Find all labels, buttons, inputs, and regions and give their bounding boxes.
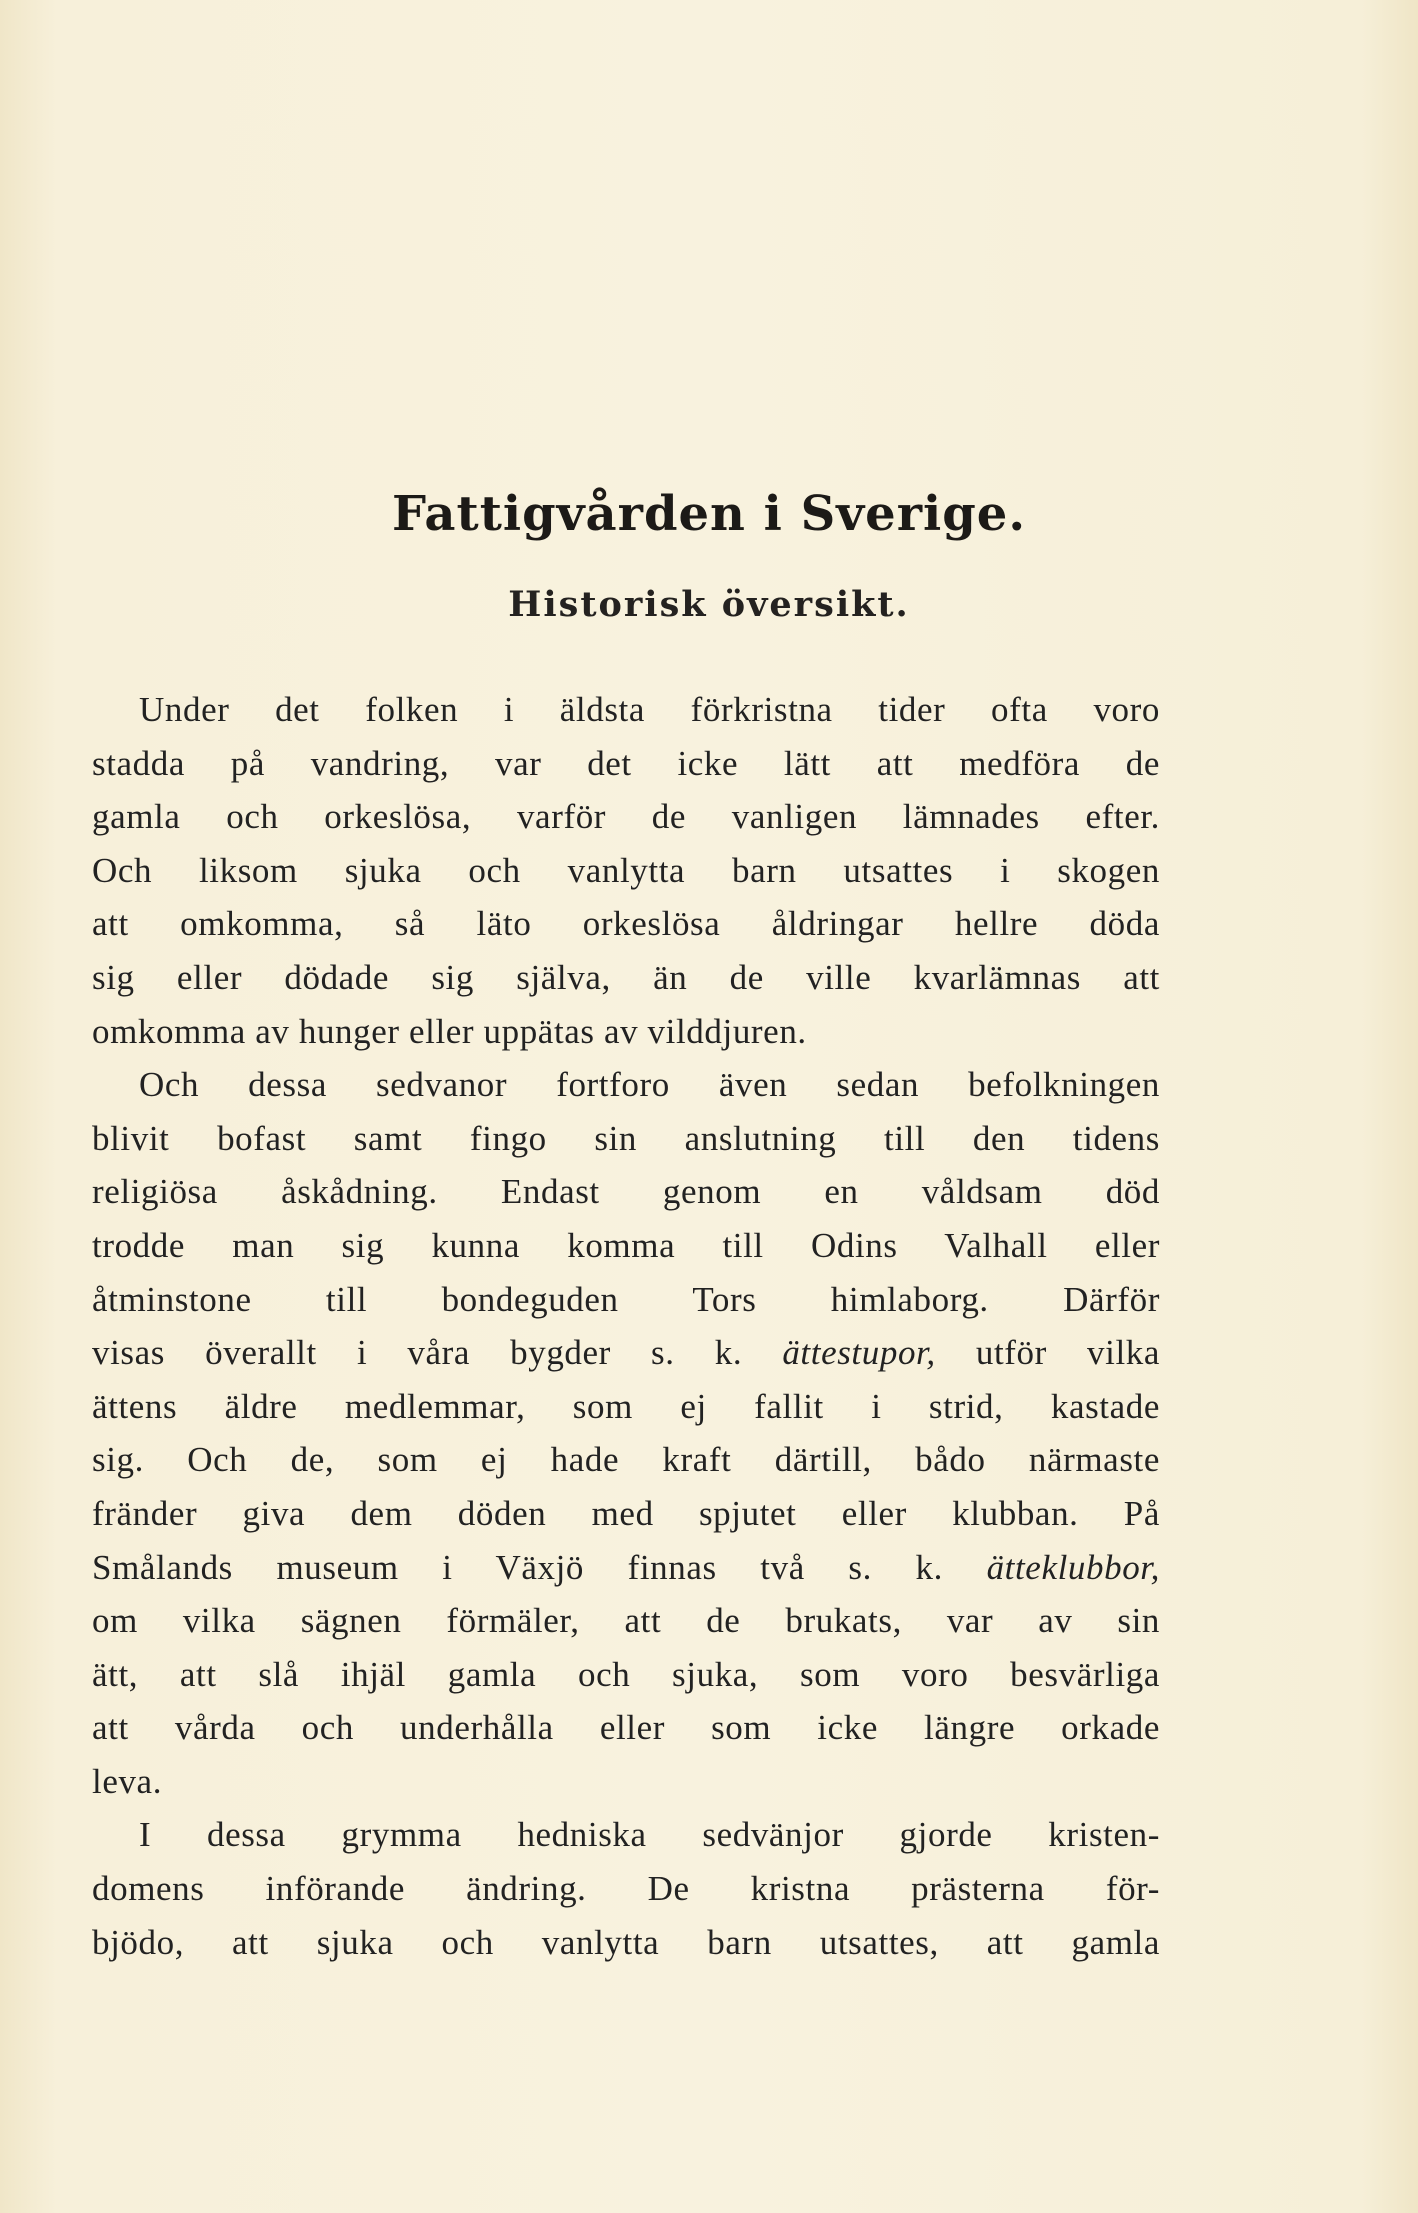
text-line: leva. xyxy=(92,1761,163,1801)
text-line-with-italic xyxy=(92,1326,1160,1380)
italic-term: ättestupor, xyxy=(782,1333,936,1373)
text-line: trodde man sig kunna komma till Odins Valhall eller xyxy=(92,1225,1160,1265)
text-segment: Smålands museum i Växjö finnas två s. k. xyxy=(92,1547,987,1587)
page-subtitle: Historisk översikt. xyxy=(508,584,910,625)
paragraph-3 xyxy=(92,1808,1160,1969)
text-line: gamla och orkeslösa, varför de vanligen lämnades efter. xyxy=(92,797,1160,837)
paragraph-1 xyxy=(92,683,1160,1058)
text-line: Under det folken i äldsta förkristna tider ofta voro xyxy=(139,690,1160,729)
text-line: ätt, att slå ihjäl gamla och sjuka, som voro besvärliga xyxy=(92,1654,1160,1694)
text-line: stadda på vandring, var det icke lätt att medföra de xyxy=(92,743,1160,783)
text-line: I dessa grymma hedniska sedvänjor gjorde kristen- xyxy=(139,1815,1160,1855)
text-segment: utför vilka xyxy=(935,1333,1161,1373)
text-line: omkomma av hunger eller uppätas av vilddjuren. xyxy=(92,1011,807,1051)
text-line: att vårda och underhålla eller som icke längre orkade xyxy=(92,1708,1160,1748)
text-line: fränder giva dem döden med spjutet eller klubban. På xyxy=(92,1493,1160,1533)
text-line: åtminstone till bondeguden Tors himlaborg. Därför xyxy=(92,1279,1160,1319)
body-text xyxy=(92,683,1160,1969)
text-line: religiösa åskådning. Endast genom en våldsam död xyxy=(92,1172,1160,1212)
page-title: Fattigvården i Sverige. xyxy=(391,486,1027,542)
text-line: domens införande ändring. De kristna prästerna för- xyxy=(92,1869,1160,1909)
text-line: ättens äldre medlemmar, som ej fallit i strid, kastade xyxy=(92,1386,1160,1426)
text-line: Och dessa sedvanor fortforo även sedan befolkningen xyxy=(139,1065,1160,1105)
text-line: om vilka sägnen förmäler, att de brukats, var av sin xyxy=(92,1601,1160,1641)
text-line: att omkomma, så läto orkeslösa åldringar hellre döda xyxy=(92,904,1160,944)
text-line: sig. Och de, som ej hade kraft därtill, bådo närmaste xyxy=(92,1440,1160,1480)
text-line: blivit bofast samt fingo sin anslutning till den tidens xyxy=(92,1118,1160,1158)
text-line: bjödo, att sjuka och vanlytta barn utsattes, att gamla xyxy=(92,1922,1160,1962)
text-line: sig eller dödade sig själva, än de ville kvarlämnas att xyxy=(92,957,1160,997)
text-segment: visas överallt i våra bygder s. k. xyxy=(92,1333,783,1373)
text-line: Och liksom sjuka och vanlytta barn utsattes i skogen xyxy=(92,850,1160,890)
paragraph-2 xyxy=(92,1058,1160,1808)
italic-term: ätteklubbor, xyxy=(986,1547,1160,1587)
text-line-with-italic xyxy=(92,1541,1160,1595)
